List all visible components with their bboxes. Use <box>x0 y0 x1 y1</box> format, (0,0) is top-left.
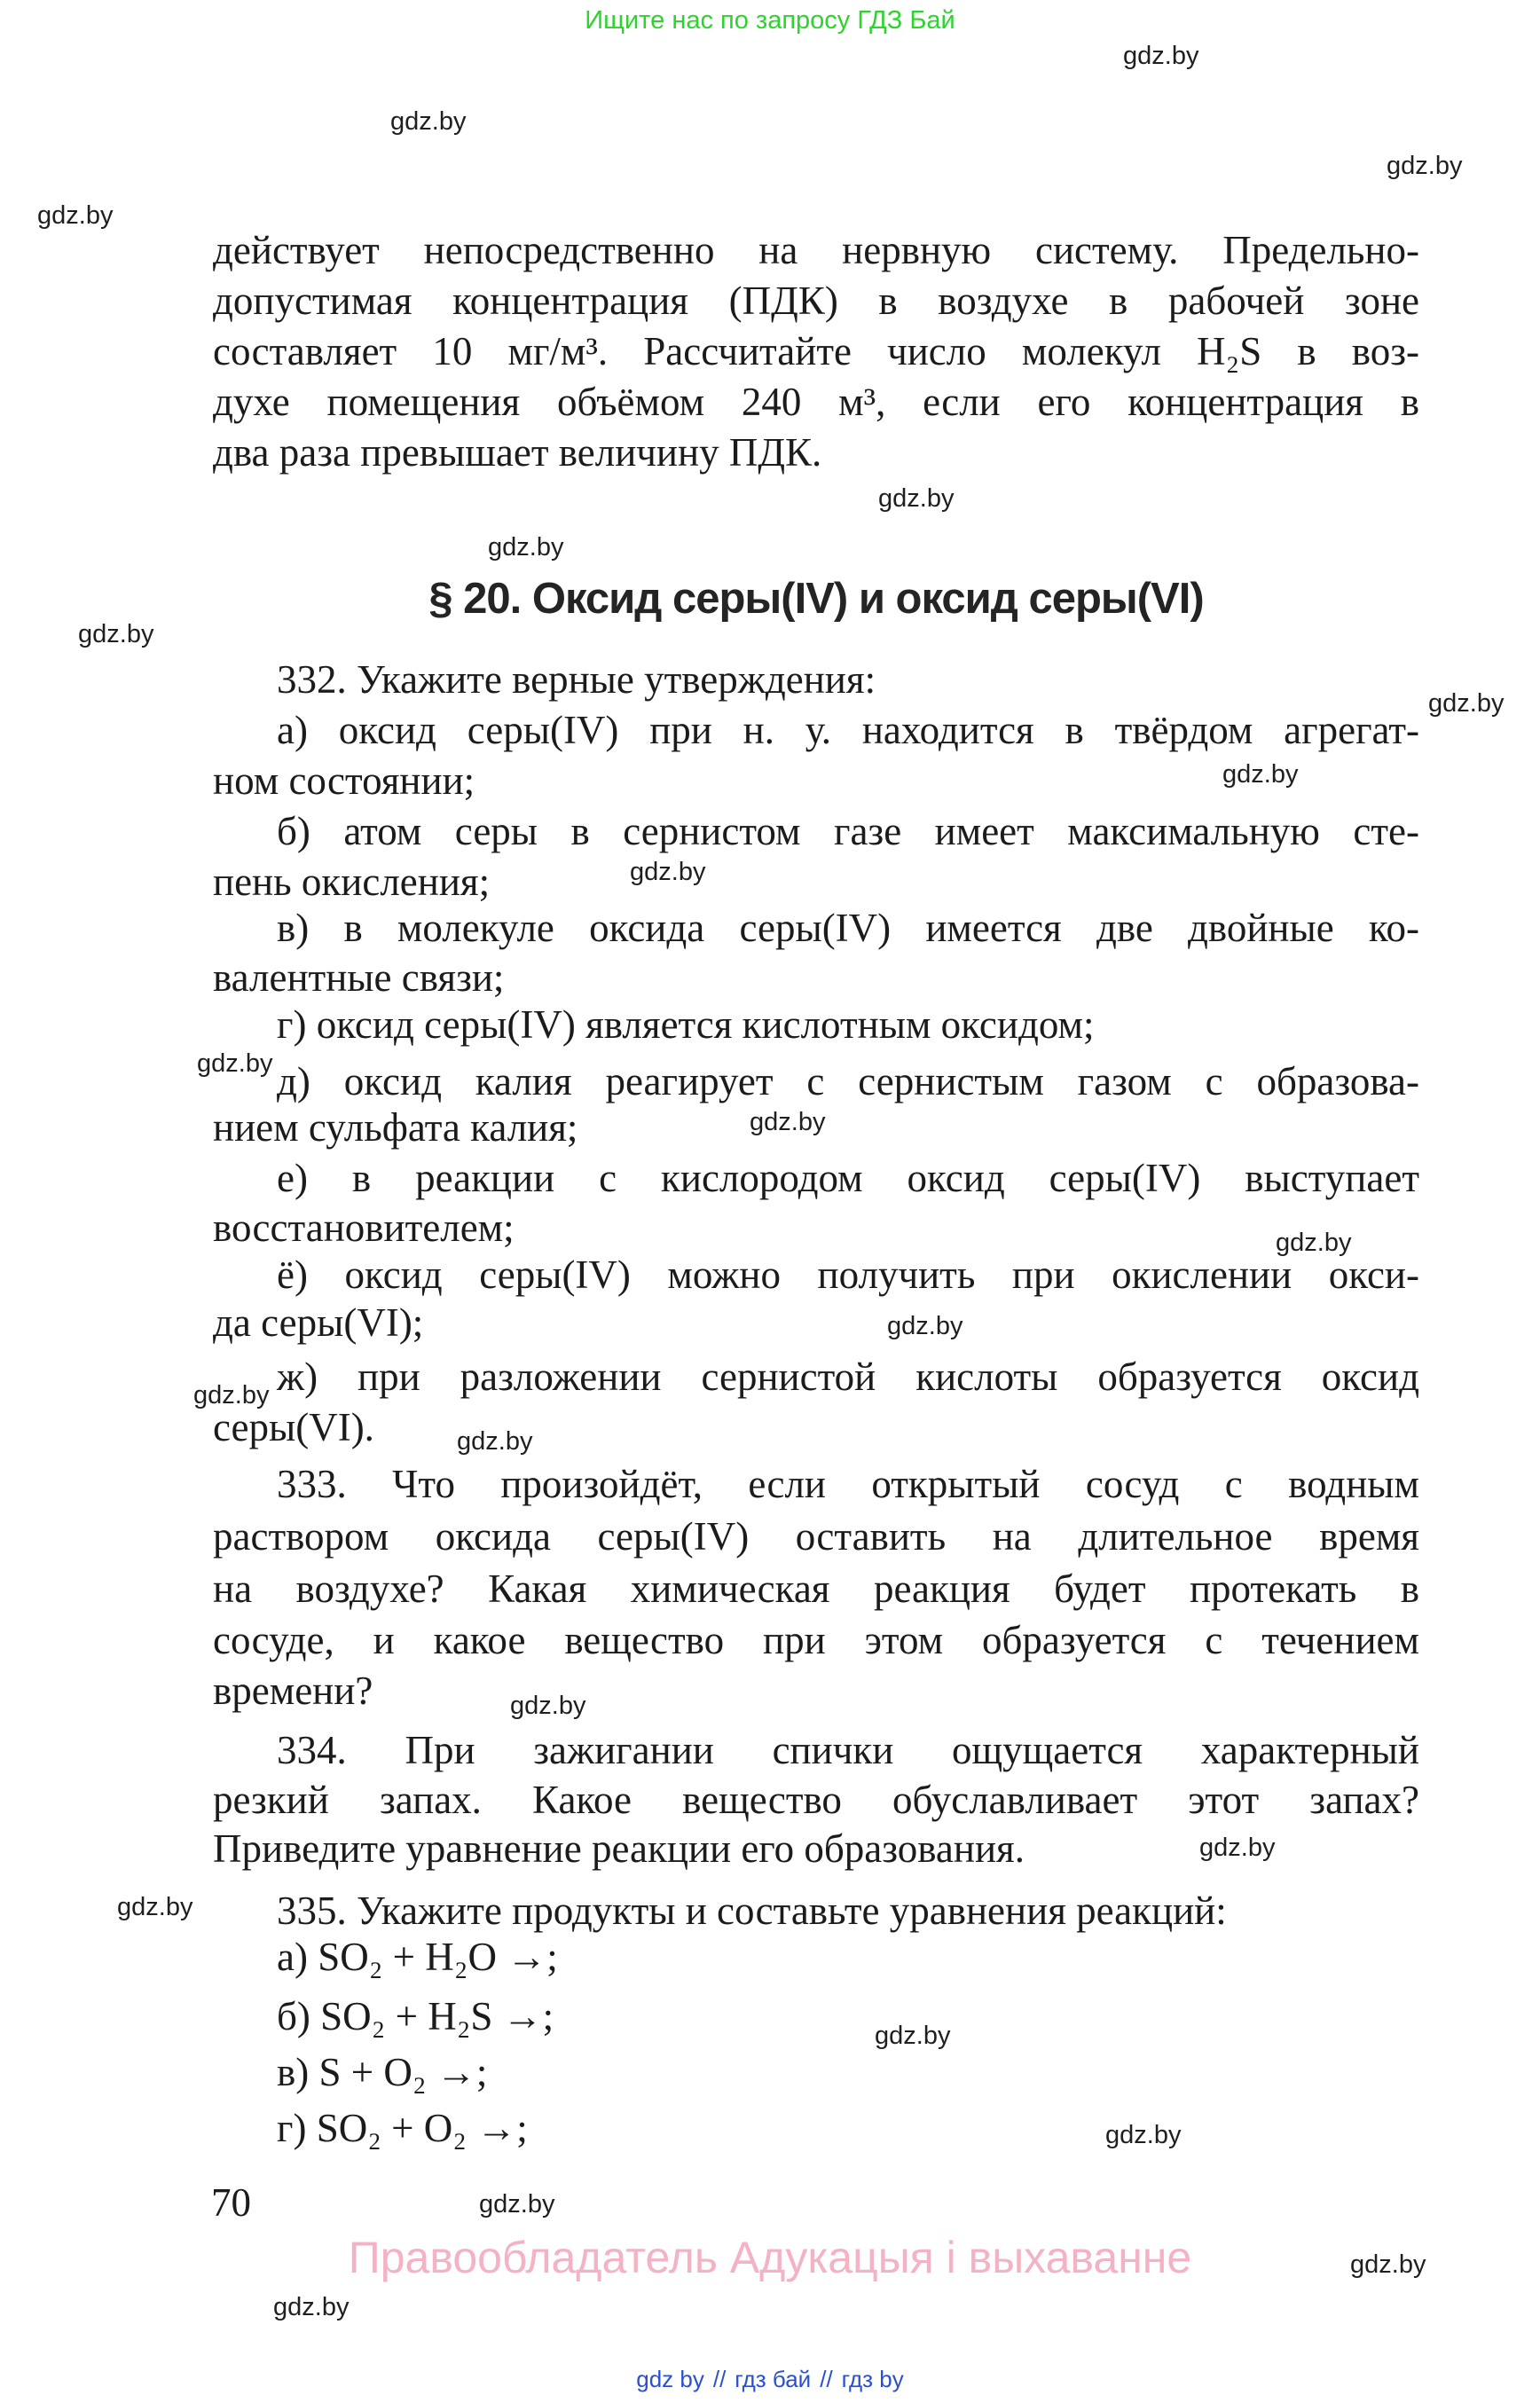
watermark-gdz: gdz.by <box>479 2190 555 2218</box>
problem-333-line: раствором оксида серы(IV) оставить на длительное время <box>213 1514 1419 1559</box>
watermark-gdz: gdz.by <box>117 1893 193 1921</box>
section-title: § 20. Оксид серы(IV) и оксид серы(VI) <box>428 575 1204 623</box>
problem-333-line: на воздухе? Какая химическая реакция будет протекать в <box>213 1567 1419 1611</box>
footer-separator: // <box>820 2366 833 2392</box>
problem-335-line: 335. Укажите продукты и составьте уравнения реакций: <box>277 1889 1227 1933</box>
problem-332-line: г) оксид серы(IV) является кислотным оксидом; <box>277 1002 1095 1047</box>
problem-333-line: сосуде, и какое вещество при этом образуется с течением <box>213 1618 1419 1662</box>
problem-331-line: духе помещения объёмом 240 м³, если его концентрация в <box>213 380 1419 424</box>
problem-334-line: резкий запах. Какое вещество обуславливает этот запах? <box>213 1778 1419 1822</box>
watermark-gdz: gdz.by <box>390 107 467 136</box>
footer-link-gdz-by[interactable]: gdz by <box>636 2366 704 2392</box>
problem-332-line: да серы(VI); <box>213 1300 424 1345</box>
watermark-gdz: gdz.by <box>273 2293 350 2321</box>
problem-332-line: нием сульфата калия; <box>213 1105 578 1150</box>
problem-332-line: б) атом серы в сернистом газе имеет максимальную сте- <box>277 809 1419 853</box>
watermark-gdz: gdz.by <box>488 533 564 561</box>
watermark-gdz: gdz.by <box>1123 42 1199 70</box>
problem-332-line: серы(VI). <box>213 1405 374 1449</box>
problem-332-line: в) в молекуле оксида серы(IV) имеется две двойные ко- <box>277 906 1419 950</box>
watermark-gdz: gdz.by <box>78 620 154 648</box>
problem-333-line: времени? <box>213 1669 373 1713</box>
footer-link-gdz-by-2[interactable]: гдз by <box>841 2366 904 2392</box>
watermark-gdz: gdz.by <box>510 1692 586 1720</box>
reaction-equation: б) SO₂ + H₂S →; <box>277 1994 554 2038</box>
problem-332-line: пень окисления; <box>213 860 491 904</box>
problem-332-line: восстановителем; <box>213 1205 515 1250</box>
problem-332-line: ё) оксид серы(IV) можно получить при окислении окси- <box>277 1253 1419 1297</box>
watermark-gdz: gdz.by <box>630 858 706 886</box>
problem-334-line: Приведите уравнение реакции его образования. <box>213 1826 1025 1871</box>
reaction-equation: а) SO₂ + H₂O →; <box>277 1935 558 1979</box>
watermark-gdz: gdz.by <box>887 1312 963 1340</box>
watermark-gdz: gdz.by <box>37 201 114 230</box>
problem-331-line: допустимая концентрация (ПДК) в воздухе в рабочей зоне <box>213 279 1419 323</box>
page-number: 70 <box>211 2180 251 2225</box>
watermark-gdz: gdz.by <box>878 484 955 513</box>
watermark-gdz: gdz.by <box>1276 1229 1352 1257</box>
problem-332-line: д) оксид калия реагирует с сернистым газом с образова- <box>277 1059 1419 1103</box>
problem-334-line: 334. При зажигании спички ощущается характерный <box>277 1728 1419 1772</box>
watermark-gdz: gdz.by <box>1222 760 1299 789</box>
footer-separator: // <box>712 2366 727 2392</box>
problem-332-line: а) оксид серы(IV) при н. у. находится в твёрдом агрегат- <box>277 708 1419 752</box>
reaction-equation: в) S + O₂ →; <box>277 2050 488 2094</box>
watermark-gdz: gdz.by <box>750 1108 826 1136</box>
problem-331-line: составляет 10 мг/м³. Рассчитайте число молекул H₂S в воз- <box>213 329 1419 373</box>
reaction-equation: г) SO₂ + O₂ →; <box>277 2106 528 2150</box>
problem-332-line: ж) при разложении сернистой кислоты образуется оксид <box>277 1355 1419 1399</box>
problem-332-line: 332. Укажите верные утверждения: <box>277 657 876 702</box>
problem-331-line: два раза превышает величину ПДК. <box>213 430 822 475</box>
problem-332-line: ном состоянии; <box>213 758 475 803</box>
watermark-gdz: gdz.by <box>875 2022 951 2050</box>
watermark-gdz: gdz.by <box>457 1427 533 1456</box>
problem-332-line: валентные связи; <box>213 955 505 1000</box>
watermark-gdz: gdz.by <box>193 1381 270 1410</box>
problem-333-line: 333. Что произойдёт, если открытый сосуд с водным <box>277 1462 1419 1506</box>
footer-link-gdz-bai[interactable]: гдз бай <box>735 2366 812 2392</box>
watermark-gdz: gdz.by <box>1105 2121 1182 2149</box>
promo-header: Ищите нас по запросу ГДЗ Бай <box>585 6 955 35</box>
watermark-gdz: gdz.by <box>1387 152 1463 180</box>
problem-332-line: е) в реакции с кислородом оксид серы(IV) выступает <box>277 1156 1419 1200</box>
watermark-gdz: gdz.by <box>1428 689 1505 718</box>
watermark-gdz: gdz.by <box>1199 1834 1276 1862</box>
copyright-notice: Правообладатель Адукацыя і выхаванне <box>348 2233 1192 2282</box>
problem-331-line: действует непосредственно на нервную систему. Предельно- <box>213 228 1419 272</box>
footer-links <box>0 2365 1540 2393</box>
watermark-gdz: gdz.by <box>197 1049 273 1078</box>
watermark-gdz: gdz.by <box>1350 2250 1426 2279</box>
